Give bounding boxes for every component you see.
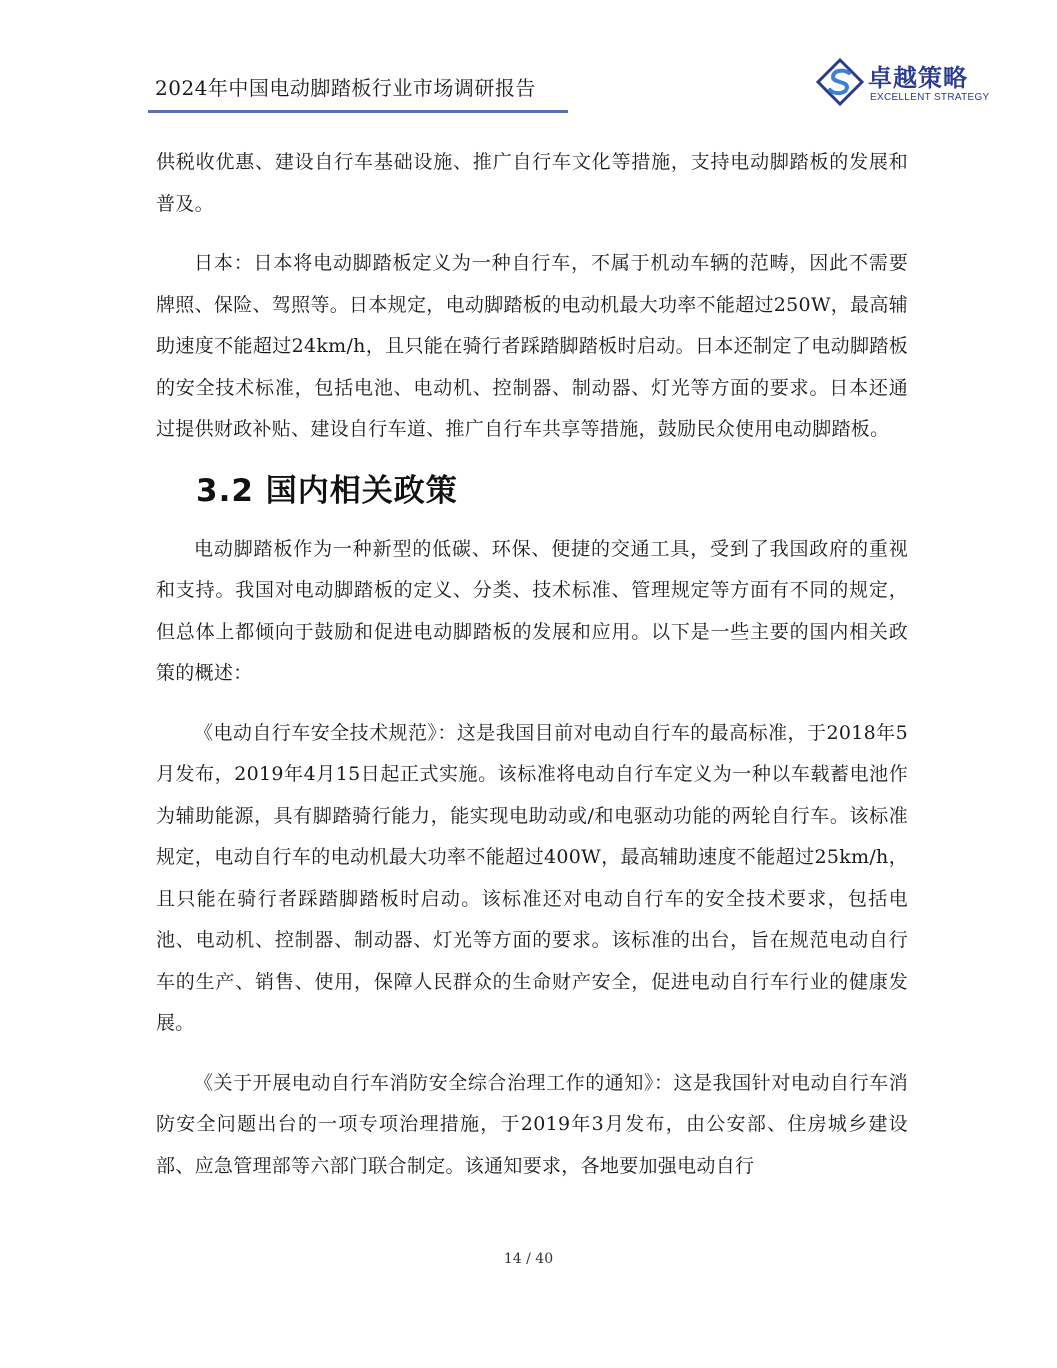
page-number: 14 / 40	[503, 1251, 554, 1267]
paragraph-japan: 日本：日本将电动脚踏板定义为一种自行车，不属于机动车辆的范畴，因此不需要牌照、保险、驾照等。日本规定，电动脚踏板的电动机最大功率不能超过250W，最高辅助速度不能超过24km/h，且只能在骑行者踩踏脚踏板时启动。日本还制定了电动脚踏板的安全技术标准，包括电池、电动机、控制器、制动器、灯光等方面的要求。日本还通过提供财政补贴、建设自行车道、推广自行车共享等措施，鼓励民众使用电动脚踏板。	[156, 252, 908, 440]
section-heading: 3.2 国内相关政策	[196, 472, 458, 509]
paragraph-continuation: 供税收优惠、建设自行车基础设施、推广自行车文化等措施，支持电动脚踏板的发展和普及。	[156, 151, 908, 215]
paragraph-safety-standard: 《电动自行车安全技术规范》：这是我国目前对电动自行车的最高标准，于2018年5月发布，2019年4月15日起正式实施。该标准将电动自行车定义为一种以车载蓄电池作为辅助能源，具有脚踏骑行能力，能实现电助动或/和电驱动功能的两轮自行车。该标准规定，电动自行车的电动机最大功率不能超过400W，最高辅助速度不能超过25km/h，且只能在骑行者踩踏脚踏板时启动。该标准还对电动自行车的安全技术要求，包括电池、电动机、控制器、制动器、灯光等方面的要求。该标准的出台，旨在规范电动自行车的生产、销售、使用，保障人民群众的生命财产安全，促进电动自行车行业的健康发展。	[156, 721, 908, 1034]
header-title: 2024年中国电动脚踏板行业市场调研报告	[155, 76, 536, 100]
header-divider	[148, 110, 568, 113]
company-logo	[816, 58, 990, 108]
diamond-s-logo-icon	[816, 58, 864, 106]
document-body	[156, 142, 908, 1187]
logo-english-name: EXCELLENT STRATEGY	[870, 92, 990, 103]
paragraph-domestic-intro: 电动脚踏板作为一种新型的低碳、环保、便捷的交通工具，受到了我国政府的重视和支持。我国对电动脚踏板的定义、分类、技术标准、管理规定等方面有不同的规定，但总体上都倾向于鼓励和促进电动脚踏板的发展和应用。以下是一些主要的国内相关政策的概述：	[156, 537, 908, 684]
logo-chinese-name: 卓越策略	[868, 64, 968, 92]
paragraph-fire-safety-notice: 《关于开展电动自行车消防安全综合治理工作的通知》：这是我国针对电动自行车消防安全问题出台的一项专项治理措施，于2019年3月发布，由公安部、住房城乡建设部、应急管理部等六部门联合制定。该通知要求，各地要加强电动自行	[156, 1071, 908, 1177]
